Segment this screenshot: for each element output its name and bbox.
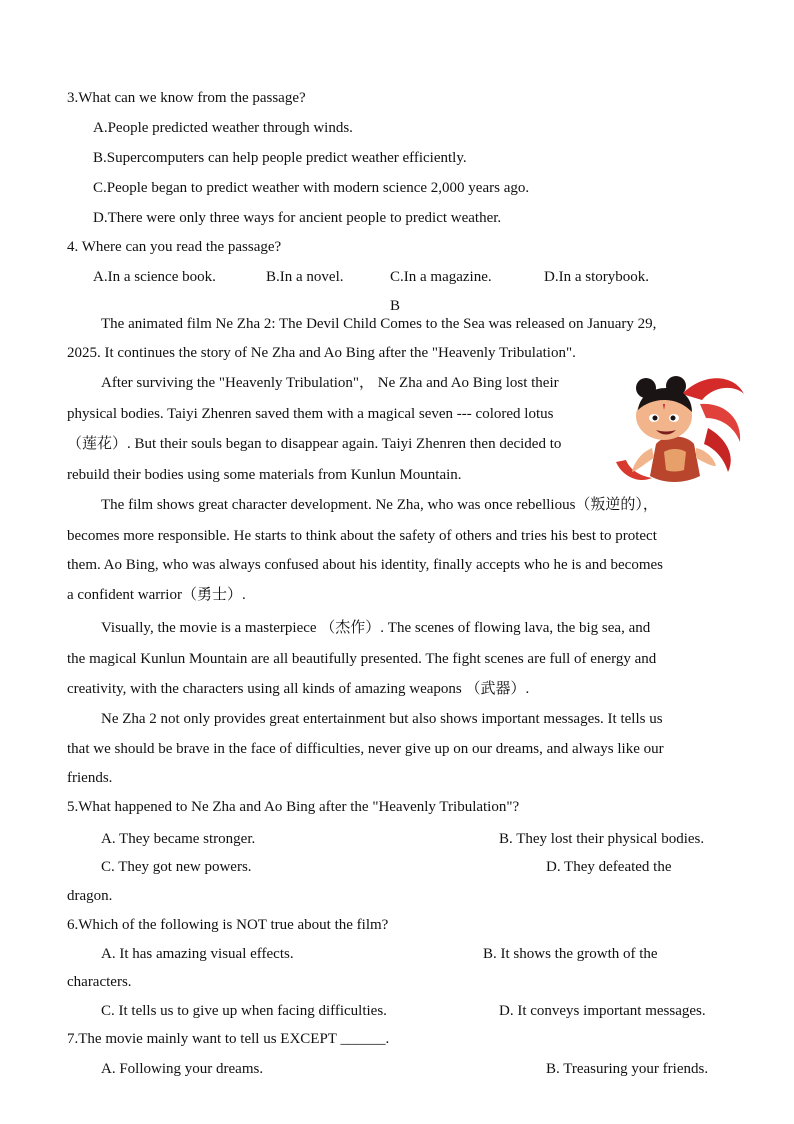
q5-option-c: C. They got new powers. — [101, 859, 252, 875]
q6-option-b: B. It shows the growth of the — [483, 946, 658, 962]
paragraph-line: rebuild their bodies using some materials from Kunlun Mountain. — [67, 467, 462, 483]
paragraph-line: Visually, the movie is a masterpiece （杰作）. The scenes of flowing lava, the big sea, and — [101, 620, 651, 636]
q3-question: 3.What can we know from the passage? — [67, 90, 306, 106]
q4-question: 4. Where can you read the passage? — [67, 239, 282, 255]
paragraph-line: friends. — [67, 770, 113, 786]
q6-option-b-continued: characters. — [67, 974, 132, 990]
q5-option-d-continued: dragon. — [67, 888, 113, 904]
paragraph-line: Ne Zha 2 not only provides great entertainment but also shows important messages. It tells us — [101, 711, 663, 727]
q7-option-b: B. Treasuring your friends. — [546, 1061, 709, 1077]
q7-option-a: A. Following your dreams. — [101, 1061, 264, 1077]
q3-option-a: A.People predicted weather through winds. — [93, 120, 353, 136]
q5-option-d: D. They defeated the — [546, 859, 672, 875]
paragraph-line: creativity, with the characters using all kinds of amazing weapons （武器）. — [67, 681, 530, 697]
q6-option-c: C. It tells us to give up when facing difficulties. — [101, 1003, 387, 1019]
q3-option-b: B.Supercomputers can help people predict weather efficiently. — [93, 150, 467, 166]
paragraph-line: becomes more responsible. He starts to think about the safety of others and tries his best to protect — [67, 528, 657, 544]
q3-option-d: D.There were only three ways for ancient people to predict weather. — [93, 210, 502, 226]
q7-question: 7.The movie mainly want to tell us EXCEPT ______. — [67, 1031, 390, 1047]
paragraph-line: 2025. It continues the story of Ne Zha and Ao Bing after the "Heavenly Tribulation". — [67, 345, 576, 361]
paragraph-line: a confident warrior（勇士）. — [67, 587, 246, 603]
section-heading: B — [390, 298, 401, 314]
paragraph-line: the magical Kunlun Mountain are all beautifully presented. The fight scenes are full of energy and — [67, 651, 657, 667]
paragraph-line: The film shows great character development. Ne Zha, who was once rebellious（叛逆的）， — [101, 497, 658, 513]
q3-option-c: C.People began to predict weather with modern science 2,000 years ago. — [93, 180, 530, 196]
paragraph-line: After surviving the "Heavenly Tribulation"， Ne Zha and Ao Bing lost their — [101, 375, 559, 391]
q6-question: 6.Which of the following is NOT true about the film? — [67, 917, 389, 933]
paragraph-line: that we should be brave in the face of difficulties, never give up on our dreams, and always like our — [67, 741, 664, 757]
paragraph-line: The animated film Ne Zha 2: The Devil Child Comes to the Sea was released on January 29, — [101, 316, 657, 332]
paragraph-line: （莲花）. But their souls began to disappear again. Taiyi Zhenren then decided to — [67, 436, 562, 452]
q5-question: 5.What happened to Ne Zha and Ao Bing after the "Heavenly Tribulation"? — [67, 799, 520, 815]
paragraph-line: physical bodies. Taiyi Zhenren saved them with a magical seven --- colored lotus — [67, 406, 554, 422]
q4-option-d: D.In a storybook. — [544, 269, 649, 285]
q5-option-b: B. They lost their physical bodies. — [499, 831, 705, 847]
paragraph-line: them. Ao Bing, who was always confused about his identity, finally accepts who he is and becomes — [67, 557, 663, 573]
q4-option-c: C.In a magazine. — [390, 269, 492, 285]
q6-option-a: A. It has amazing visual effects. — [101, 946, 294, 962]
q4-option-a: A.In a science book. — [93, 269, 216, 285]
ne-zha-illustration — [612, 372, 746, 490]
q6-option-d: D. It conveys important messages. — [499, 1003, 706, 1019]
q5-option-a: A. They became stronger. — [101, 831, 256, 847]
q4-option-b: B.In a novel. — [266, 269, 344, 285]
